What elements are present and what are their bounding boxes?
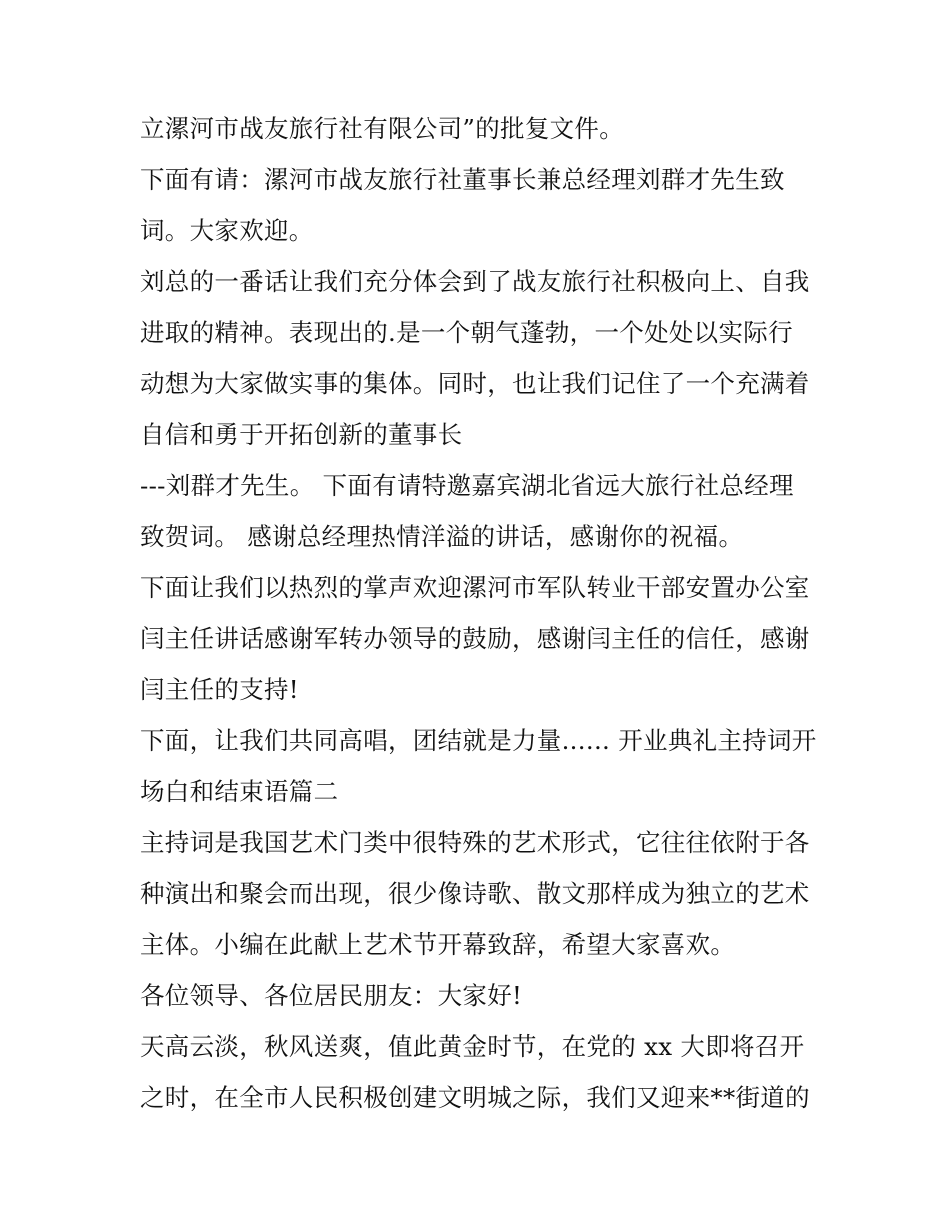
text-line: 之时，在全市人民积极创建文明城之际，我们又迎来**街道的 [140,1083,810,1112]
text-line: 立漯河市战友旅行社有限公司”的批复文件。 [140,114,625,143]
text-line: 自信和勇于开拓创新的董事长 [140,420,463,449]
text-line: ---刘群才先生。 下面有请特邀嘉宾湖北省远大旅行社总经理 [140,471,794,500]
text-line: 下面让我们以热烈的掌声欢迎漯河市军队转业干部安置办公室 [140,573,810,602]
text-line: 种演出和聚会而出现，很少像诗歌、散文那样成为独立的艺术 [140,879,810,908]
document-text-body [140,103,830,1123]
text-line: 各位领导、各位居民朋友：大家好! [140,981,523,1010]
text-line: 主体。小编在此献上艺术节开幕致辞，希望大家喜欢。 [140,930,736,959]
text-line: 词。大家欢迎。 [140,216,314,245]
text-line: 主持词是我国艺术门类中很特殊的艺术形式，它往往依附于各 [140,828,810,857]
text-line: 下面，让我们共同高唱，团结就是力量...... 开业典礼主持词开 [140,726,817,755]
text-line: 刘总的一番话让我们充分体会到了战友旅行社积极向上、自我 [140,267,810,296]
text-line: 动想为大家做实事的集体。同时，也让我们记住了一个充满着 [140,369,810,398]
text-line: 致贺词。 感谢总经理热情洋溢的讲话，感谢你的祝福。 [140,522,744,551]
text-line: 闫主任的支持! [140,675,299,704]
text-line: 天高云淡，秋风送爽，值此黄金时节，在党的 xx 大即将召开 [140,1032,805,1061]
text-line: 场白和结束语篇二 [140,777,339,806]
text-line: 进取的精神。表现出的.是一个朝气蓬勃，一个处处以实际行 [140,318,793,347]
text-line: 闫主任讲话感谢军转办领导的鼓励，感谢闫主任的信任，感谢 [140,624,810,653]
text-line: 下面有请：漯河市战友旅行社董事长兼总经理刘群才先生致 [140,165,785,194]
